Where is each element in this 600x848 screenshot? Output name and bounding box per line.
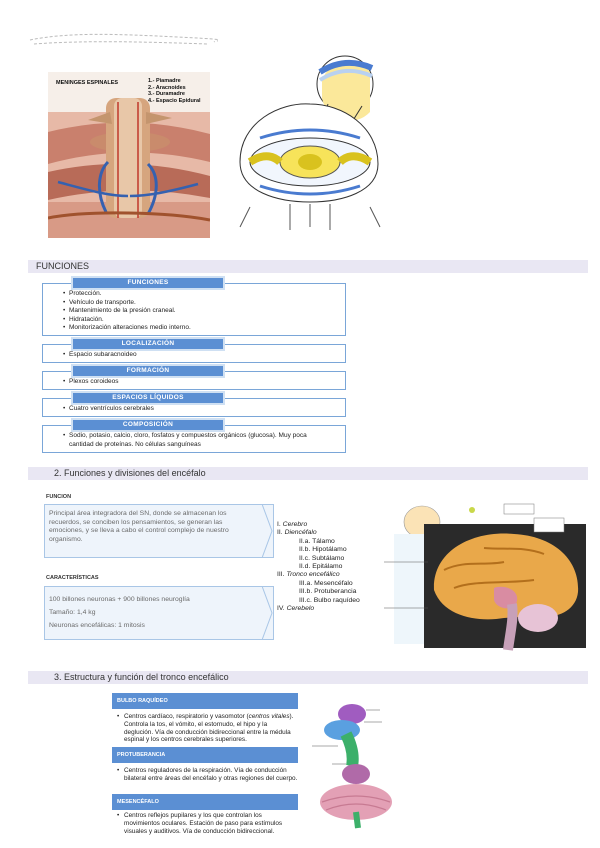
section-title: 2. Funciones y divisiones del encéfalo: [54, 468, 206, 478]
outline-item: III. Tronco encefálico: [277, 571, 340, 579]
legend-item: 2.- Aracnoides: [148, 84, 186, 91]
outline-item: II. Diencéfalo: [277, 529, 317, 537]
legend-item: 3.- Duramadre: [148, 91, 185, 97]
arrow-tip-icon: [262, 504, 276, 558]
list-item: • Centros reflejos pupilares y los que controlan los movimientos oculares. Estación de paso para estímulos visuales y auditivos. Vía de conducción bidireccional.: [124, 812, 298, 835]
outline-item: II.b. Hipotálamo: [299, 546, 347, 554]
spinal-cross-section-illustration: [220, 42, 395, 234]
box-espacios-liquidos: [42, 394, 346, 417]
box-text-mesencefalo: [112, 812, 298, 835]
list-item: • Mantenimiento de la presión craneal.: [69, 307, 345, 316]
legend-item: 1.- Piamadre: [148, 78, 181, 84]
funcion-label: FUNCION: [46, 494, 72, 500]
outline-item: III.b. Protuberancia: [299, 588, 357, 596]
list-item: • Vehículo de transporte.: [69, 299, 345, 308]
list-item: • Centros cardíaco, respiratorio y vasomotor (centros vitales). Controla la tos, el vómito, el estornudo, el hipo y la deglución. Vía de conducción bidireccional entre la médula espinal y los centros cerebrales superiores.: [124, 713, 298, 744]
list-item: • Espacio subaracnoideo: [69, 351, 345, 360]
outline-item: II.a. Tálamo: [299, 537, 335, 545]
box-text-protuberancia: [112, 767, 298, 783]
list-item: • Hidratación.: [69, 316, 345, 325]
arrow-tip-icon: [262, 586, 276, 640]
outline-item: IV. Cerebelo: [277, 605, 315, 613]
brainstem-illustration: [302, 694, 414, 830]
meninges-illustration: [48, 72, 210, 238]
meninges-title: MENINGES ESPINALES: [56, 80, 119, 86]
section-title: FUNCIONES: [36, 261, 90, 271]
outline-item: III.a. Mesencéfalo: [299, 579, 353, 587]
list-item: • Monitorización alteraciones medio interno.: [69, 324, 345, 333]
caracteristica-item: Neuronas encefálicas: 1 mitosis: [49, 622, 145, 629]
outline-item: I. Cerebro: [277, 521, 308, 528]
box-tab: FORMACIÓN: [73, 366, 223, 376]
caracteristica-item: Tamaño: 1,4 kg: [49, 609, 96, 616]
list-item: • Centros reguladores de la respiración. Vía de conducción bilateral entre áreas del encéfalo y otras regiones del cuerpo.: [124, 767, 298, 783]
outline-item: II.d. Epitálamo: [299, 563, 343, 571]
outline-item: II.c. Subtálamo: [299, 554, 345, 562]
caracteristica-item: 100 billones neuronas + 900 billones neuroglía: [49, 596, 190, 603]
box-tab: ESPACIOS LÍQUIDOS: [73, 393, 223, 403]
box-title-protuberancia: PROTUBERANCIA: [112, 747, 298, 763]
list-item: • Sodio, potasio, calcio, cloro, fosfatos y compuestos orgánicos (glucosa). Muy poca cantidad de proteínas. No células sanguíneas: [69, 432, 331, 449]
brain-sagittal-illustration: [384, 500, 590, 656]
caracteristicas-box: [44, 586, 274, 640]
caracteristicas-label: CARACTERÍSTICAS: [46, 575, 99, 581]
box-tab: COMPOSICIÓN: [73, 420, 223, 430]
box-formacion: [42, 367, 346, 390]
box-text-bulbo: [112, 713, 298, 744]
box-title-mesencefalo: MESENCÉFALO: [112, 794, 298, 810]
box-composicion: [42, 421, 346, 453]
funcion-box: [44, 504, 274, 558]
section-header-encefalo: [28, 467, 588, 480]
meninges-legend: [148, 78, 201, 104]
box-tab: FUNCIONES: [73, 278, 223, 288]
list-item: • Cuatro ventrículos cerebrales: [69, 405, 345, 414]
section-header-funciones: [28, 260, 588, 273]
funcion-text: Principal área integradora del SN, donde se almacenan los recuerdos, se conciben los pensamientos, se generan las emociones, y se lleva a cabo el control complejo de nuestro organismo.: [49, 510, 229, 543]
box-tab: LOCALIZACIÓN: [73, 339, 223, 349]
section-header-tronco: [28, 671, 588, 684]
list-item: • Plexos coroideos: [69, 378, 345, 387]
box-localizacion: [42, 340, 346, 363]
outline-item: III.c. Bulbo raquídeo: [299, 596, 360, 604]
list-item: • Protección.: [69, 290, 345, 299]
section-title: 3. Estructura y función del tronco encefálico: [54, 672, 229, 682]
box-funciones: [42, 279, 346, 336]
scribble-line: [28, 28, 218, 50]
box-title-bulbo: BULBO RAQUÍDEO: [112, 693, 298, 709]
encefalo-divisions-outline: [277, 521, 360, 613]
legend-item: 4.- Espacio Epidural: [148, 97, 201, 104]
